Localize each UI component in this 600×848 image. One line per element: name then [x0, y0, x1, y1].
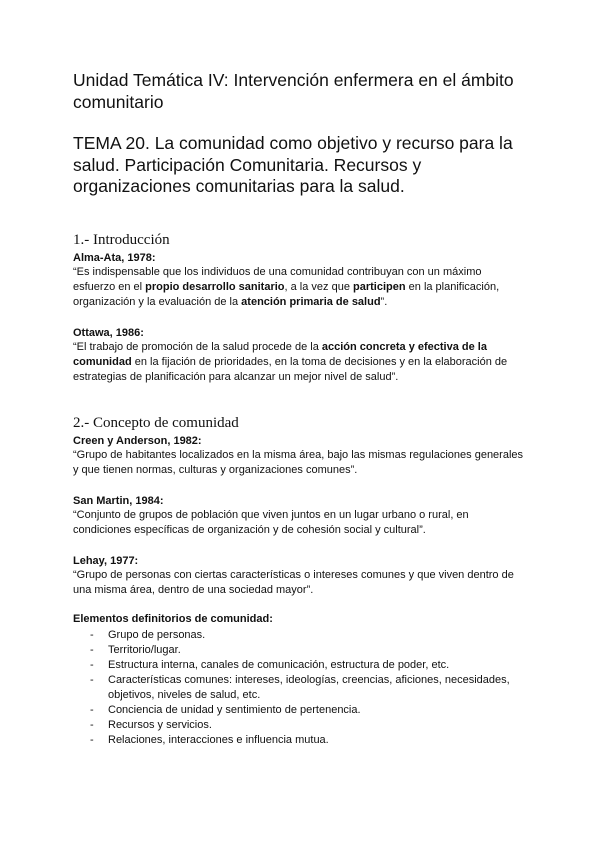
list-item-text: Relaciones, interacciones e influencia mutua. [108, 733, 329, 746]
quote-alma-ata [73, 265, 526, 310]
quote-text: , a la vez que [284, 280, 354, 293]
quote-creen-anderson: “Grupo de habitantes localizados en la misma área, bajo las mismas regulaciones generales y que tienen normas, culturas y organizaciones comunes”. [73, 448, 524, 476]
bullet-dash: - [90, 673, 94, 686]
quote-san-martin: “Conjunto de grupos de población que viven juntos en un lugar urbano o rural, en condiciones específicas de organización y de cohesión social y cultural”. [73, 508, 469, 536]
quote-emphasis: propio desarrollo sanitario [145, 280, 285, 293]
spacer [73, 310, 526, 324]
spacer [73, 478, 526, 492]
source-creen-anderson: Creen y Anderson, 1982: [73, 434, 202, 447]
quote-emphasis: atención primaria de salud [241, 295, 381, 308]
spacer [73, 598, 526, 612]
section-heading-introduccion: 1.- Introducción [73, 231, 170, 248]
section-heading-concepto: 2.- Concepto de comunidad [73, 414, 239, 431]
bullet-dash: - [90, 718, 94, 731]
quote-lehay: “Grupo de personas con ciertas características o intereses comunes y que viven dentro de una misma área, dentro de una sociedad mayor”. [73, 568, 514, 596]
list-item-text: Características comunes: intereses, ideologías, creencias, aficiones, necesidades, objetivos, niveles de salud, etc. [108, 673, 510, 701]
bullet-dash: - [90, 703, 94, 716]
elements-list [73, 628, 526, 748]
bullet-dash: - [90, 628, 94, 641]
list-item [73, 733, 526, 748]
list-item-text: Recursos y servicios. [108, 718, 212, 731]
list-item [73, 673, 526, 703]
list-item [73, 643, 526, 658]
spacer [73, 538, 526, 552]
unit-title: Unidad Temática IV: Intervención enfermera en el ámbito comunitario [73, 70, 514, 112]
source-san-martin: San Martin, 1984: [73, 494, 164, 507]
bullet-dash: - [90, 733, 94, 746]
spacer [73, 385, 526, 415]
quote-text: en la planificación, organización y la evaluación de la [73, 280, 500, 308]
list-item [73, 628, 526, 643]
list-item-text: Estructura interna, canales de comunicación, estructura de poder, etc. [108, 658, 450, 671]
list-item [73, 658, 526, 673]
quote-emphasis: participen [353, 280, 406, 293]
source-ottawa: Ottawa, 1986: [73, 326, 144, 339]
quote-ottawa [73, 340, 526, 385]
bullet-dash: - [90, 643, 94, 656]
source-lehay: Lehay, 1977: [73, 554, 139, 567]
list-item [73, 703, 526, 718]
quote-text: en la fijación de prioridades, en la toma de decisiones y en la elaboración de estrategias de planificación para alcanzar un mejor nivel de salud”. [73, 355, 508, 383]
list-item-text: Territorio/lugar. [108, 643, 181, 656]
list-item-text: Grupo de personas. [108, 628, 206, 641]
bullet-dash: - [90, 658, 94, 671]
quote-text: “Es indispensable que los individuos de una comunidad contribuyan con un máximo esfuerzo en el [73, 265, 482, 293]
elements-title: Elementos definitorios de comunidad: [73, 612, 273, 625]
quote-emphasis: acción concreta y efectiva de la comunidad [73, 340, 487, 368]
quote-text: ”. [380, 295, 388, 308]
source-alma-ata: Alma-Ata, 1978: [73, 251, 156, 264]
list-item [73, 718, 526, 733]
list-item-text: Conciencia de unidad y sentimiento de pertenencia. [108, 703, 361, 716]
quote-text: “El trabajo de promoción de la salud procede de la [73, 340, 322, 353]
topic-title: TEMA 20. La comunidad como objetivo y recurso para la salud. Participación Comunitaria. Recursos y organizaciones comunitarias para la salud. [73, 133, 513, 196]
